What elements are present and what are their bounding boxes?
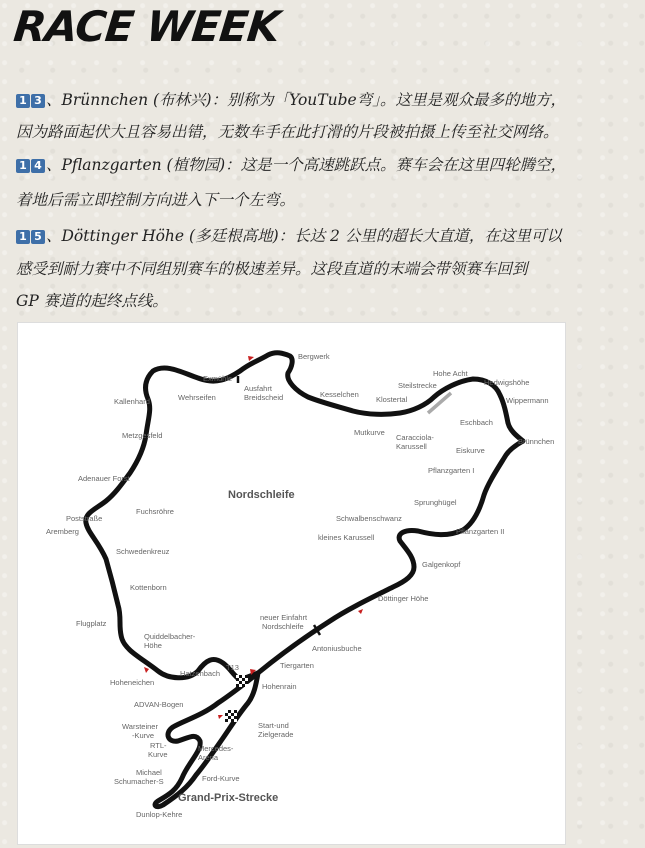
map-label: Dunlop-Kehre <box>136 810 183 819</box>
map-label: Galgenkopf <box>422 560 461 569</box>
map-label: Warsteiner <box>122 722 158 731</box>
map-label: Nordschleife <box>262 622 304 631</box>
map-label: Wehrseifen <box>178 393 216 402</box>
item-text: 着地后需立即控制方向进入下一个左弯。 <box>16 191 296 209</box>
map-label: Hohe Acht <box>433 369 468 378</box>
map-label: ADVAN-Bogen <box>134 700 184 709</box>
red-flag-icon <box>144 667 149 673</box>
map-label: Fuchsröhre <box>136 507 174 516</box>
map-label: Mercedes- <box>198 744 234 753</box>
map-label: -Kurve <box>132 731 155 740</box>
map-label: Brünnchen <box>518 437 555 446</box>
map-label: Aremberg <box>46 527 79 536</box>
map-label: Caracciola- <box>396 433 434 442</box>
track-map <box>17 322 566 845</box>
item-text: GP 赛道的起终点线。 <box>16 292 168 310</box>
map-label: Michael <box>136 768 162 777</box>
map-label: Zielgerade <box>258 730 294 739</box>
item-text: 感受到耐力赛中不同组别赛车的极速差异。这段直道的末端会带领赛车回到 <box>16 260 528 278</box>
item-text: 、Brünnchen (布林兴)：别称为「YouTube弯」。这里是观众最多的地方， <box>46 91 566 109</box>
map-label: Arena <box>198 753 219 762</box>
map-label: Steilstrecke <box>398 381 437 390</box>
map-label: Mutkurve <box>354 428 385 437</box>
map-label: Pflanzgarten I <box>428 466 475 475</box>
item-text: 因为路面起伏大且容易出错，无数车手在此打滑的片段被拍摄上传至社交网络。 <box>16 123 559 141</box>
gp-label: Grand-Prix-Strecke <box>178 792 279 804</box>
map-label: Exmühle <box>203 374 233 383</box>
map-label: Bergwerk <box>298 352 330 361</box>
map-label: Hatzenbach <box>180 669 221 678</box>
nordschleife-label: Nordschleife <box>228 489 295 501</box>
map-label: Döttinger Höhe <box>378 594 429 603</box>
map-label: Metzgesfeld <box>122 431 163 440</box>
map-label: Schwalbenschwanz <box>336 514 402 523</box>
page-title: RACE WEEK <box>11 2 282 51</box>
map-label: Schwedenkreuz <box>116 547 170 556</box>
map-label: Kallenhard <box>114 397 150 406</box>
item-text: 、Pflanzgarten (植物园)：这是一个高速跳跃点。赛车会在这里四轮腾空， <box>46 156 567 174</box>
map-label: kleines Karussell <box>318 533 375 542</box>
number-badge: 1 <box>16 230 30 244</box>
map-label: Karussell <box>396 442 427 451</box>
t13-label: T13 <box>226 663 239 672</box>
map-label: Quiddelbacher- <box>144 632 196 641</box>
map-label: Kesselchen <box>320 390 359 399</box>
number-badge: 1 <box>16 94 30 108</box>
checkered-flag-icon <box>225 710 237 722</box>
map-label: Eiskurve <box>456 446 485 455</box>
item-text: 、Döttinger Höhe (多廷根高地)：长达 2 公里的超长大直道，在这里可以 <box>46 227 562 245</box>
map-label: Kurve <box>148 750 168 759</box>
map-label: neuer Einfahrt <box>260 613 308 622</box>
track-map-svg <box>18 323 565 844</box>
map-label: Ausfahrt <box>244 384 272 393</box>
map-label: Antoniusbuche <box>312 644 362 653</box>
map-label: Eschbach <box>460 418 493 427</box>
map-label: Breidscheid <box>244 393 284 402</box>
map-label: Wippermann <box>506 396 549 405</box>
red-flag-icon <box>358 609 363 614</box>
number-badge: 3 <box>31 94 45 108</box>
map-label: Schumacher-S <box>114 777 164 786</box>
map-label: Hedwigshöhe <box>484 378 530 387</box>
checkered-flag-icon <box>236 675 248 687</box>
map-label: Pflanzgarten II <box>456 527 505 536</box>
map-label: Ford-Kurve <box>202 774 240 783</box>
map-label: Sprunghügel <box>414 498 457 507</box>
map-label: Poststraße <box>66 514 103 523</box>
nordschleife-track <box>86 353 523 680</box>
map-label: Flugplatz <box>76 619 107 628</box>
map-label: Hoheneichen <box>110 678 155 687</box>
map-label: Start-und <box>258 721 289 730</box>
number-badge: 5 <box>31 230 45 244</box>
map-label: RTL- <box>150 741 167 750</box>
map-label: Hohenrain <box>262 682 297 691</box>
map-label: Adenauer Forst <box>78 474 130 483</box>
map-label: Kottenborn <box>130 583 167 592</box>
number-badge: 1 <box>16 159 30 173</box>
map-label: Tiergarten <box>280 661 314 670</box>
map-label: Höhe <box>144 641 162 650</box>
red-flag-icon <box>218 715 223 719</box>
gp-track <box>155 673 258 807</box>
map-label: Klostertal <box>376 395 408 404</box>
number-badge: 4 <box>31 159 45 173</box>
